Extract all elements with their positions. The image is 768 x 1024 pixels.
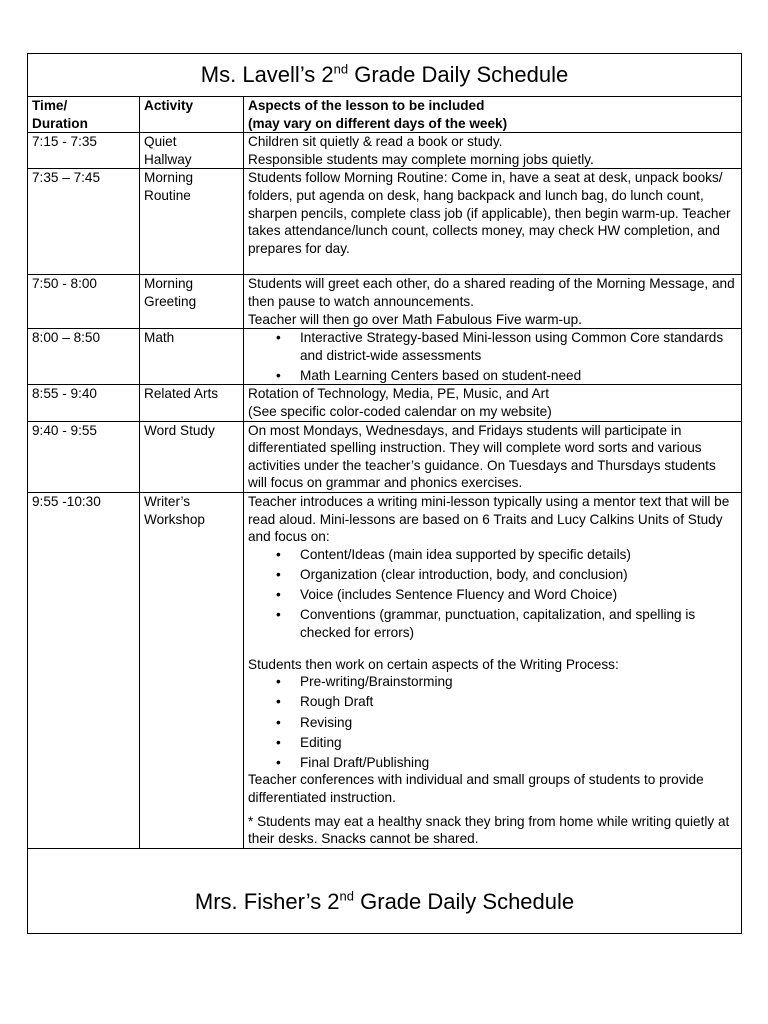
writing-intro: Teacher introduces a writing mini-lesson typically using a mentor text that will be read aloud. Mini-lessons are based on 6 Traits and Lucy Calkins Units of Study and focus on:: [248, 494, 730, 545]
header-time: Time/ Duration: [28, 97, 140, 133]
second-schedule-title: Mrs. Fisher’s 2nd Grade Daily Schedule: [194, 888, 575, 914]
list-item: • Math Learning Centers based on student-need: [300, 367, 737, 385]
second-title-cell: [28, 848, 742, 933]
writing-process-intro: Students then work on certain aspects of the Writing Process:: [248, 656, 619, 672]
row-time: 7:15 - 7:35: [28, 133, 140, 169]
row-activity: Writer’s Workshop: [140, 493, 244, 849]
list-item: • Revising: [300, 714, 737, 732]
schedule-document: [27, 53, 741, 934]
table-row: [28, 493, 742, 849]
schedule-table: [27, 53, 742, 934]
row-description: Students follow Morning Routine: Come in, have a seat at desk, unpack books/ folders, put agenda on desk, hang backpack and lunch bag, do lunch count, sharpen pencils, complete class job (if applicable), then begin warm-up. Teacher takes attendance/lunch count, collects money, may check HW completion, and prepares for day.: [244, 169, 742, 275]
row-time: 8:55 - 9:40: [28, 385, 140, 421]
list-item: • Voice (includes Sentence Fluency and Word Choice): [300, 586, 737, 604]
title-row: [28, 54, 742, 97]
row-activity: Word Study: [140, 421, 244, 492]
row-activity: Morning Routine: [140, 169, 244, 275]
list-item: • Organization (clear introduction, body, and conclusion): [300, 566, 737, 584]
row-activity: Related Arts: [140, 385, 244, 421]
list-item: • Pre-writing/Brainstorming: [300, 673, 737, 691]
title-cell: [28, 54, 742, 97]
table-row: [28, 385, 742, 421]
list-item: • Conventions (grammar, punctuation, capitalization, and spelling is checked for errors): [300, 606, 737, 641]
row-time: 9:40 - 9:55: [28, 421, 140, 492]
bullet-list: [248, 546, 737, 641]
table-row: [28, 329, 742, 385]
list-item: • Final Draft/Publishing: [300, 754, 737, 772]
row-time: 9:55 -10:30: [28, 493, 140, 849]
conferences-text: Teacher conferences with individual and small groups of students to provide differentiated instruction.: [248, 772, 704, 805]
second-title-row: [28, 848, 742, 933]
list-item: • Interactive Strategy-based Mini-lesson using Common Core standards and district-wide assessments: [300, 329, 737, 364]
header-activity: Activity: [140, 97, 244, 133]
schedule-title: Ms. Lavell’s 2nd Grade Daily Schedule: [200, 61, 569, 87]
row-description: Students will greet each other, do a shared reading of the Morning Message, and then pause to watch announcements. Teacher will then go over Math Fabulous Five warm-up.: [244, 275, 742, 329]
table-row: [28, 421, 742, 492]
row-activity: Math: [140, 329, 244, 385]
header-row: [28, 97, 742, 133]
row-description: [244, 329, 742, 385]
row-description: On most Mondays, Wednesdays, and Fridays students will participate in differentiated spelling instruction. They will complete word sorts and various activities under the teacher’s guidance. On Tuesdays and Thursdays students will focus on grammar and phonics exercises.: [244, 421, 742, 492]
row-description: [244, 493, 742, 849]
row-activity: Quiet Hallway: [140, 133, 244, 169]
row-description: Rotation of Technology, Media, PE, Music, and Art (See specific color-coded calendar on my website): [244, 385, 742, 421]
list-item: • Rough Draft: [300, 693, 737, 711]
header-aspects: Aspects of the lesson to be included (may vary on different days of the week): [244, 97, 742, 133]
process-list: [248, 673, 737, 771]
snack-note: * Students may eat a healthy snack they bring from home while writing quietly at their desks. Snacks cannot be shared.: [248, 813, 730, 847]
list-item: • Editing: [300, 734, 737, 752]
list-item: • Content/Ideas (main idea supported by specific details): [300, 546, 737, 564]
table-row: [28, 169, 742, 275]
row-time: 7:35 – 7:45: [28, 169, 140, 275]
row-activity: Morning Greeting: [140, 275, 244, 329]
bullet-list: [248, 329, 737, 384]
row-description: Children sit quietly & read a book or study. Responsible students may complete morning jobs quietly.: [244, 133, 742, 169]
row-time: 8:00 – 8:50: [28, 329, 140, 385]
table-row: [28, 133, 742, 169]
row-time: 7:50 - 8:00: [28, 275, 140, 329]
table-row: [28, 275, 742, 329]
